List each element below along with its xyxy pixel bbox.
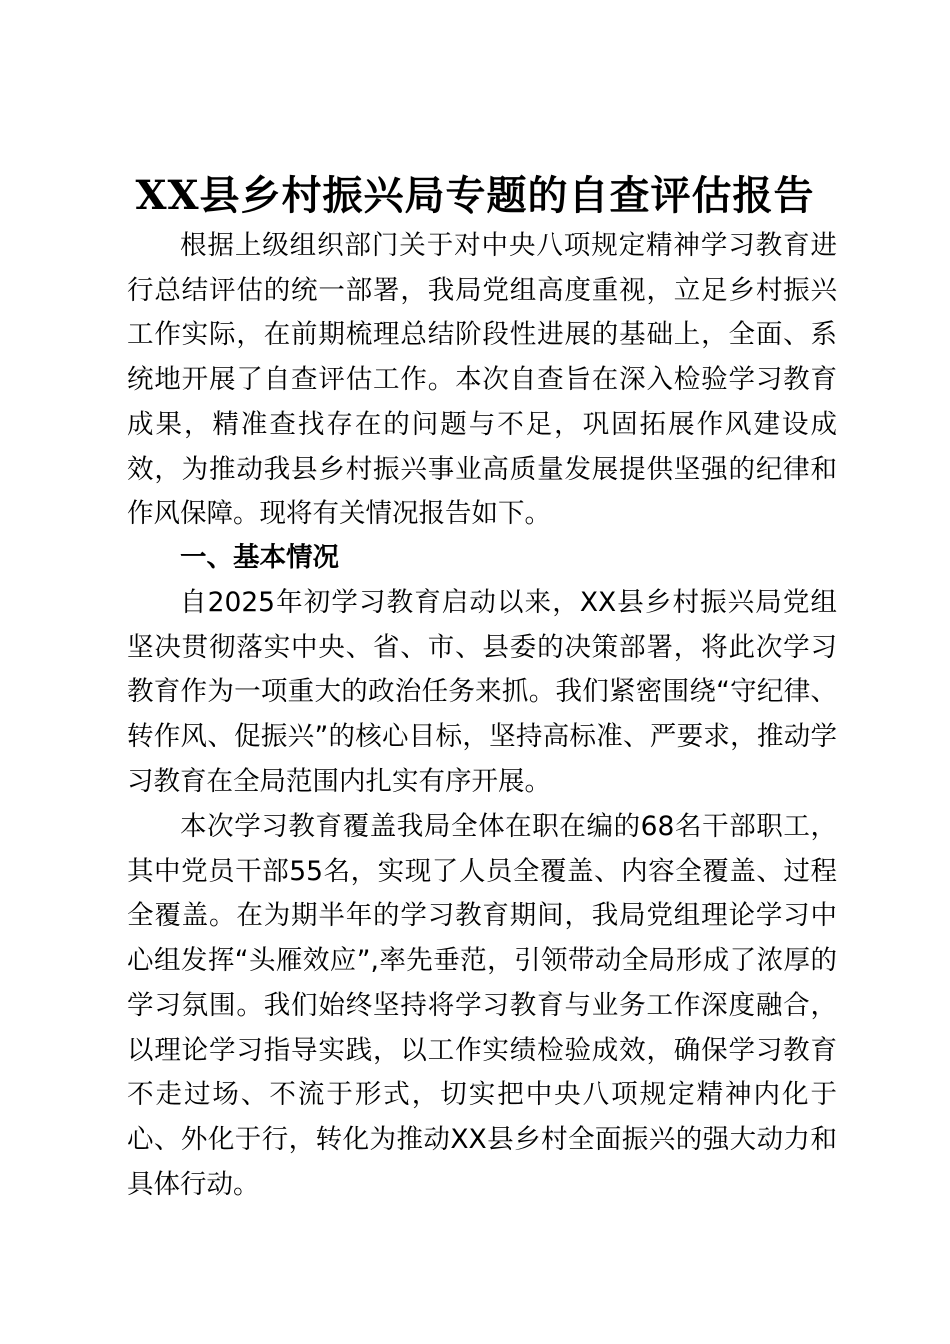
section-heading-basic-situation: 一、基本情况 [180,542,339,573]
document-title: XX县乡村振兴局专题的自查评估报告 [135,172,815,219]
section-1-paragraph-1: 自2025年初学习教育启动以来，XX县乡村振兴局党组坚决贯彻落实中央、省、市、县委的决策部署，将此次学习教育作为一项重大的政治任务来抓。我们紧密围绕“守纪律、转作风、促振兴”的核心目标，坚持高标准、严要求，推动学习教育在全局范围内扎实有序开展。 [127,587,837,797]
intro-paragraph: 根据上级组织部门关于对中央八项规定精神学习教育进行总结评估的统一部署，我局党组高度重视，立足乡村振兴工作实际，在前期梳理总结阶段性进展的基础上，全面、系统地开展了自查评估工作。本次自查旨在深入检验学习教育成果，精准查找存在的问题与不足，巩固拓展作风建设成效，为推动我县乡村振兴事业高质量发展提供坚强的纪律和作风保障。现将有关情况报告如下。 [127,230,837,530]
section-1-paragraph-2: 本次学习教育覆盖我局全体在职在编的68名干部职工，其中党员干部55名，实现了人员全覆盖、内容全覆盖、过程全覆盖。在为期半年的学习教育期间，我局党组理论学习中心组发挥“头雁效应”,率先垂范，引领带动全局形成了浓厚的学习氛围。我们始终坚持将学习教育与业务工作深度融合，以理论学习指导实践，以工作实绩检验成效，确保学习教育不走过场、不流于形式，切实把中央八项规定精神内化于心、外化于行，转化为推动XX县乡村全面振兴的强大动力和具体行动。 [127,811,837,1200]
